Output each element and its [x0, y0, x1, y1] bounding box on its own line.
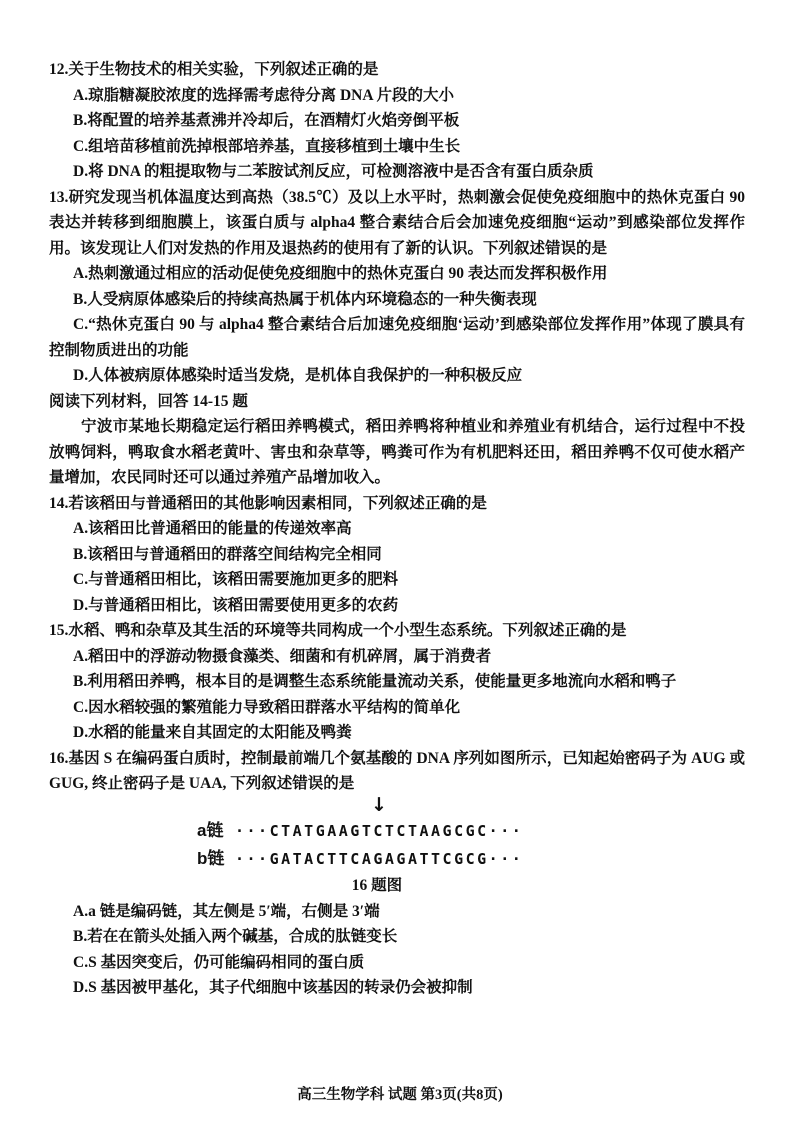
question-13-option-b: B.人受病原体感染后的持续高热属于机体内环境稳态的一种失衡表现 — [73, 290, 537, 308]
question-13-stem: 13.研究发现当机体温度达到高热（38.5℃）及以上水平时，热刺激会促使免疫细胞中的热休克蛋白 90 表达并转移到细胞膜上，该蛋白质与 alpha4 整合素结合后会加速免疫细胞“运动”到感染部位发挥作用。该发现让人们对发热的作用及退热药的使用有了新的认识。下列叙述错误的是 — [49, 188, 745, 257]
figure-16-caption: 16 题图 — [351, 876, 403, 894]
question-13 — [49, 185, 745, 389]
question-15-stem: 15.水稻、鸭和杂草及其生活的环境等共同构成一个小型生态系统。下列叙述正确的是 — [49, 622, 627, 639]
question-15-option-c: C.因水稻较强的繁殖能力导致稻田群落水平结构的简单化 — [73, 698, 461, 716]
question-16-option-b: B.若在在箭头处插入两个碱基，合成的肽链变长 — [73, 928, 398, 945]
question-14-option-c: C.与普通稻田相比，该稻田需要施加更多的肥料 — [73, 571, 399, 588]
question-12-option-a: A.琼脂糖凝胶浓度的选择需考虑待分离 DNA 片段的大小 — [73, 86, 455, 104]
question-13-option-d: D.人体被病原体感染时适当发烧，是机体自我保护的一种积极反应 — [73, 367, 523, 384]
question-12 — [49, 57, 745, 185]
question-15-option-b: B.利用稻田养鸭，根本目的是调整生态系统能量流动关系，使能量更多地流向水稻和鸭子 — [73, 673, 677, 690]
strand-b-label: b链 — [197, 848, 225, 868]
question-16-option-a: A.a 链是编码链，其左侧是 5′端，右侧是 3′端 — [73, 902, 380, 920]
question-14-option-a: A.该稻田比普通稻田的能量的传递效率高 — [73, 520, 352, 537]
question-16-option-c: C.S 基因突变后，仍可能编码相同的蛋白质 — [73, 953, 365, 971]
question-14-option-d: D.与普通稻田相比，该稻田需要使用更多的农药 — [73, 596, 399, 614]
question-15-option-a: A.稻田中的浮游动物摄食藻类、细菌和有机碎屑，属于消费者 — [73, 647, 492, 665]
strand-a-label: a链 — [197, 820, 224, 840]
question-15-option-d: D.水稻的能量来自其固定的太阳能及鸭粪 — [73, 724, 352, 741]
question-13-option-a: A.热刺激通过相应的活动促使免疫细胞中的热休克蛋白 90 表达而发挥积极作用 — [73, 265, 608, 282]
question-16 — [49, 746, 745, 1001]
question-14-option-b: B.该稻田与普通稻田的群落空间结构完全相同 — [73, 545, 382, 563]
strand-a-row — [197, 817, 745, 845]
question-16-stem: 16.基因 S 在编码蛋白质时，控制最前端几个氨基酸的 DNA 序列如图所示，已知起始密码子为 AUG 或 GUG, 终止密码子是 UAA, 下列叙述错误的是 — [49, 749, 745, 792]
question-14 — [49, 491, 745, 619]
figure-16-dna-diagram — [197, 793, 745, 899]
strand-a-sequence: ···CTATGAAGTCTCTAAGCGC··· — [235, 821, 524, 840]
question-13-option-c: C.“热休克蛋白 90 与 alpha4 整合素结合后加速免疫细胞‘运动’到感染部位发挥作用”体现了膜具有控制物质进出的功能 — [49, 316, 745, 359]
question-12-option-d: D.将 DNA 的粗提取物与二苯胺试剂反应，可检测溶液中是否含有蛋白质杂质 — [73, 163, 594, 180]
strand-b-sequence: ···GATACTTCAGAGATTCGCG··· — [235, 849, 524, 868]
question-16-option-d: D.S 基因被甲基化，其子代细胞中该基因的转录仍会被抑制 — [73, 979, 473, 996]
question-12-option-b: B.将配置的培养基煮沸并冷却后，在酒精灯火焰旁倒平板 — [73, 112, 460, 129]
question-15 — [49, 618, 745, 746]
reading-prompt: 阅读下列材料，回答 14-15 题 — [49, 392, 248, 410]
strand-b-row — [197, 845, 745, 873]
question-12-stem: 12.关于生物技术的相关实验，下列叙述正确的是 — [49, 61, 379, 78]
reading-passage: 宁波市某地长期稳定运行稻田养鸭模式，稻田养鸭将种植业和养殖业有机结合，运行过程中不投放鸭饲料，鸭取食水稻老黄叶、害虫和杂草等，鸭粪可作为有机肥料还田，稻田养鸭不仅可使水稻产量增加，农民同时还可以通过养殖产品增加收入。 — [49, 418, 745, 486]
exam-content — [49, 57, 745, 1001]
page-footer: 高三生物学科 试题 第3页(共8页) — [297, 1087, 503, 1103]
question-12-option-c: C.组培苗移植前洗掉根部培养基，直接移植到土壤中生长 — [73, 137, 461, 155]
question-14-stem: 14.若该稻田与普通稻田的其他影响因素相同，下列叙述正确的是 — [49, 494, 487, 512]
reading-material — [49, 389, 745, 491]
insertion-point-arrow-icon: ↓ — [371, 793, 387, 816]
